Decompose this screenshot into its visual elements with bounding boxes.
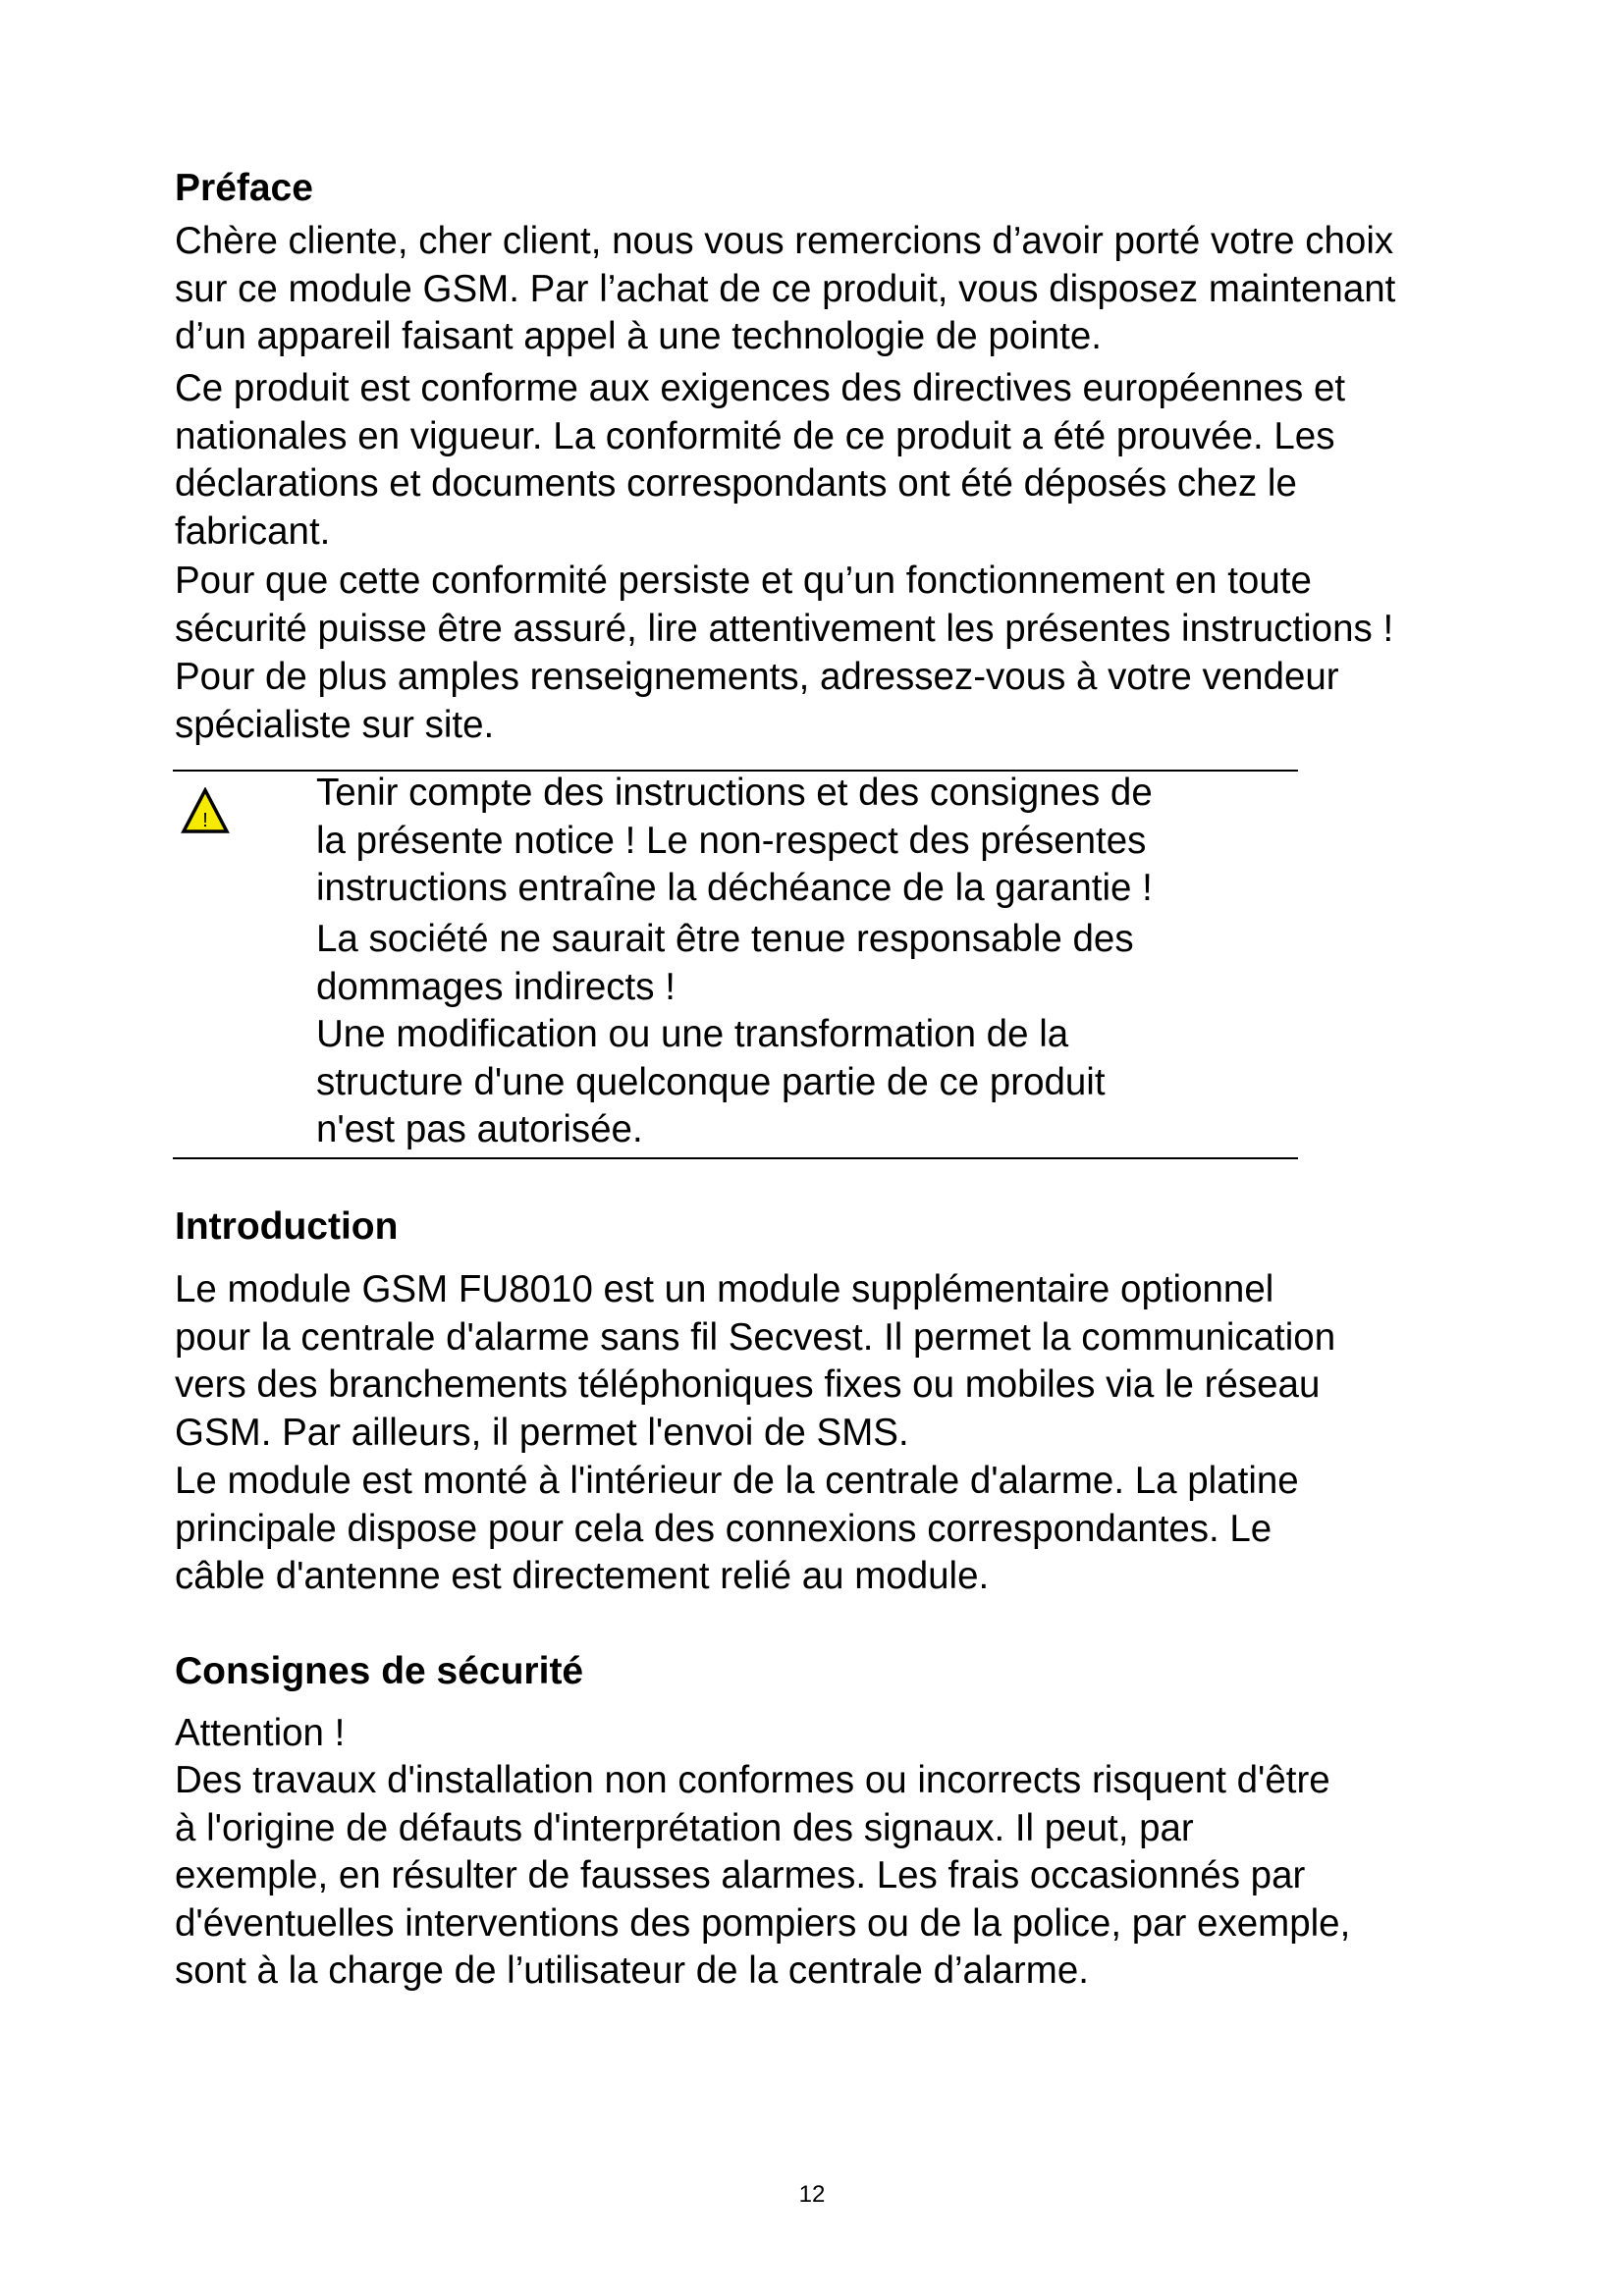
text-line: d’un appareil faisant appel à une technologie de pointe. <box>175 315 1102 357</box>
warning-exclamation-mark: ! <box>202 810 208 831</box>
text-line: Une modification ou une transformation de la <box>316 1013 1069 1055</box>
text-line: Le module est monté à l'intérieur de la centrale d'alarme. La platine <box>175 1460 1299 1502</box>
text-line: Tenir compte des instructions et des consignes de <box>316 772 1153 814</box>
preface-paragraph-4 <box>175 654 1339 749</box>
text-line: structure d'une quelconque partie de ce produit <box>316 1060 1106 1103</box>
warning-triangle-icon <box>181 787 230 836</box>
text-line: Pour de plus amples renseignements, adressez-vous à votre vendeur <box>175 656 1339 698</box>
text-line: spécialiste sur site. <box>175 703 495 746</box>
text-line: d'éventuelles interventions des pompiers ou de la police, par exemple, <box>175 1901 1351 1945</box>
text-line: GSM. Par ailleurs, il permet l'envoi de SMS. <box>175 1411 909 1454</box>
text-line: Ce produit est conforme aux exigences des directives européennes et <box>175 367 1346 409</box>
text-line: pour la centrale d'alarme sans fil Secvest. Il permet la communication <box>175 1315 1336 1359</box>
text-line: à l'origine de défauts d'interprétation des signaux. Il peut, par <box>175 1806 1194 1849</box>
text-line: sont à la charge de l’utilisateur de la centrale d’alarme. <box>175 1949 1089 1992</box>
text-line: sécurité puisse être assuré, lire attentivement les présentes instructions ! <box>175 607 1394 650</box>
preface-paragraph-3 <box>175 558 1393 653</box>
safety-paragraph <box>175 1757 1350 1996</box>
text-line: déclarations et documents correspondants ont été déposés chez le <box>175 462 1297 505</box>
safety-attention <box>175 1710 345 1758</box>
text-line: principale dispose pour cela des connexions correspondantes. Le <box>175 1507 1272 1550</box>
text-line: Chère cliente, cher client, nous vous remercions d’avoir porté votre choix <box>175 220 1394 262</box>
text-line: n'est pas autorisée. <box>316 1108 643 1150</box>
introduction-paragraph-1 <box>175 1266 1335 1457</box>
text-line: Le module GSM FU8010 est un module supplémentaire optionnel <box>175 1268 1274 1310</box>
warning-paragraph-2 <box>316 916 1134 1011</box>
page-number: 12 <box>798 2181 826 2208</box>
preface-paragraph-2 <box>175 365 1345 556</box>
warning-bottom-rule <box>173 1157 1298 1159</box>
text-line: exemple, en résulter de fausses alarmes. Les frais occasionnés par <box>175 1854 1306 1896</box>
text-line: La société ne saurait être tenue responsable des <box>316 918 1134 960</box>
text-line: Des travaux d'installation non conformes ou incorrects risquent d'être <box>175 1759 1330 1801</box>
text-line: sur ce module GSM. Par l’achat de ce produit, vous disposez maintenant <box>175 267 1396 310</box>
text-line: dommages indirects ! <box>316 965 676 1008</box>
warning-paragraph-3 <box>316 1011 1106 1154</box>
text-line: fabricant. <box>175 509 331 553</box>
introduction-heading: Introduction <box>175 1205 399 1248</box>
warning-paragraph-1 <box>316 770 1153 913</box>
text-line: nationales en vigueur. La conformité de ce produit a été prouvée. Les <box>175 414 1335 457</box>
preface-heading: Préface <box>175 167 313 209</box>
text-line: vers des branchements téléphoniques fixes ou mobiles via le réseau <box>175 1363 1321 1406</box>
text-line: Pour que cette conformité persiste et qu’un fonctionnement en toute <box>175 560 1312 602</box>
text-line: câble d'antenne est directement relié au module. <box>175 1555 990 1597</box>
introduction-paragraph-2 <box>175 1458 1299 1601</box>
preface-paragraph-1 <box>175 218 1395 361</box>
safety-heading: Consignes de sécurité <box>175 1650 584 1692</box>
text-line: Attention ! <box>175 1712 346 1754</box>
text-line: instructions entraîne la déchéance de la garantie ! <box>316 867 1153 909</box>
text-line: la présente notice ! Le non-respect des présentes <box>316 819 1147 862</box>
